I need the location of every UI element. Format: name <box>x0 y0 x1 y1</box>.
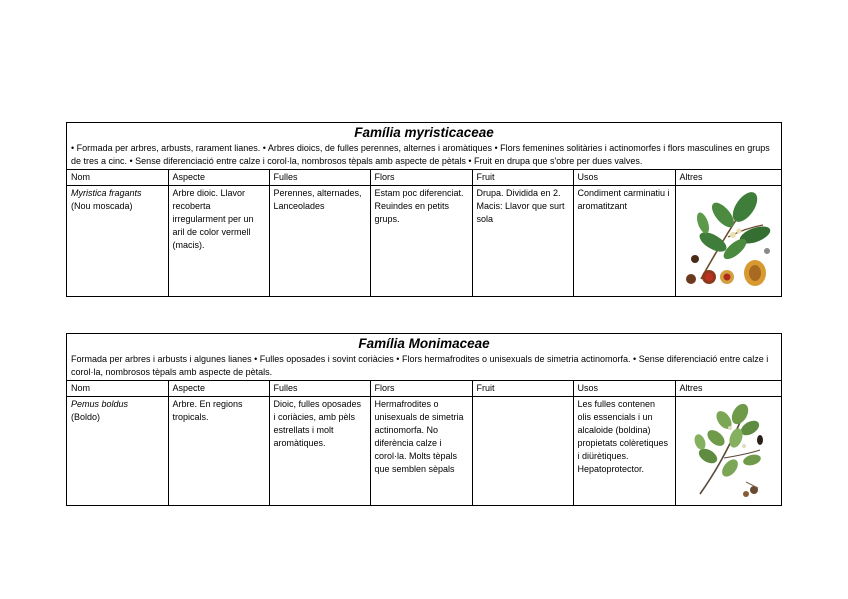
cell-nom <box>67 397 168 506</box>
col-header-altres: Altres <box>675 170 781 186</box>
cell-flors: Estam poc diferenciat. Reuindes en petits grups. <box>370 186 472 297</box>
table-row <box>67 186 781 297</box>
col-header-flors: Flors <box>370 381 472 397</box>
cell-fruit <box>472 397 573 506</box>
cell-usos: Condiment carminatiu i aromatitzant <box>573 186 675 297</box>
fruit-line-2: Macis: Llavor que surt sola <box>476 201 565 224</box>
cell-aspecte: Arbre dioic. Llavor recoberta irregularment per un aril de color vermell (macis). <box>168 186 269 297</box>
col-header-nom: Nom <box>67 170 168 186</box>
family-title: Família myristicaceae <box>354 125 494 140</box>
nutmeg-plant-illustration <box>683 187 773 291</box>
family-title: Família Monimaceae <box>358 336 490 351</box>
cell-aspecte: Arbre. En regions tropicals. <box>168 397 269 506</box>
table-header-row <box>67 381 781 397</box>
scientific-name: Myristica fragants <box>71 188 142 198</box>
col-header-fulles: Fulles <box>269 170 370 186</box>
cell-flors: Hermafrodites o unisexuals de simetria actinomorfa. No diferència calze i corol·la. Molts tèpals que semblen sèpals <box>370 397 472 506</box>
cell-fulles: Perennes, alternades, Lanceolades <box>269 186 370 297</box>
fruit-line-1: Drupa. Dividida en 2. <box>476 188 561 198</box>
col-header-fruit: Fruit <box>472 170 573 186</box>
col-header-nom: Nom <box>67 381 168 397</box>
col-header-altres: Altres <box>675 381 781 397</box>
col-header-fruit: Fruit <box>472 381 573 397</box>
cell-nom <box>67 186 168 297</box>
cell-altres <box>675 186 781 297</box>
cell-usos: Les fulles contenen olis essencials i un alcaloide (boldina) propietats colèretiques i diürètiques. Hepatoprotector. <box>573 397 675 506</box>
col-header-usos: Usos <box>573 381 675 397</box>
col-header-aspecte: Aspecte <box>168 170 269 186</box>
boldo-plant-illustration <box>686 398 770 502</box>
cell-fulles: Dioic, fulles oposades i coriàcies, amb pèls estrellats i molt aromàtiques. <box>269 397 370 506</box>
family-description: Formada per arbres i arbusts i algunes lianes • Fulles oposades i sovint coriàcies • Flors hermafrodites o unisexuals de simetria actinomorfa. • Sense diferenciació entre calze i corol·la, nombrosos tèpals amb aspecte de pètals. <box>71 354 769 377</box>
family-table-myristicaceae <box>66 122 782 297</box>
family-description: • Formada per arbres, arbusts, rarament lianes. • Arbres dioics, de fulles perennes, alternes i aromàtiques • Flors femenines solitàries i actinomorfes i flors masculines en grups de tres a cinc. • Sense diferenciació entre calze i corol·la, nombrosos tèpals amb aspecte de pètals • Fruit en drupa que s'obre per dues valves. <box>71 143 770 166</box>
cell-fruit <box>472 186 573 297</box>
col-header-flors: Flors <box>370 170 472 186</box>
cell-altres <box>675 397 781 506</box>
family-table-monimaceae <box>66 333 782 506</box>
common-name: (Boldo) <box>71 412 101 422</box>
col-header-fulles: Fulles <box>269 381 370 397</box>
scientific-name: Pemus boldus <box>71 399 129 409</box>
col-header-aspecte: Aspecte <box>168 381 269 397</box>
col-header-usos: Usos <box>573 170 675 186</box>
common-name: (Nou moscada) <box>71 201 133 211</box>
table-header-row <box>67 170 781 186</box>
species-table <box>67 169 781 296</box>
species-table <box>67 380 781 505</box>
table-row <box>67 397 781 506</box>
